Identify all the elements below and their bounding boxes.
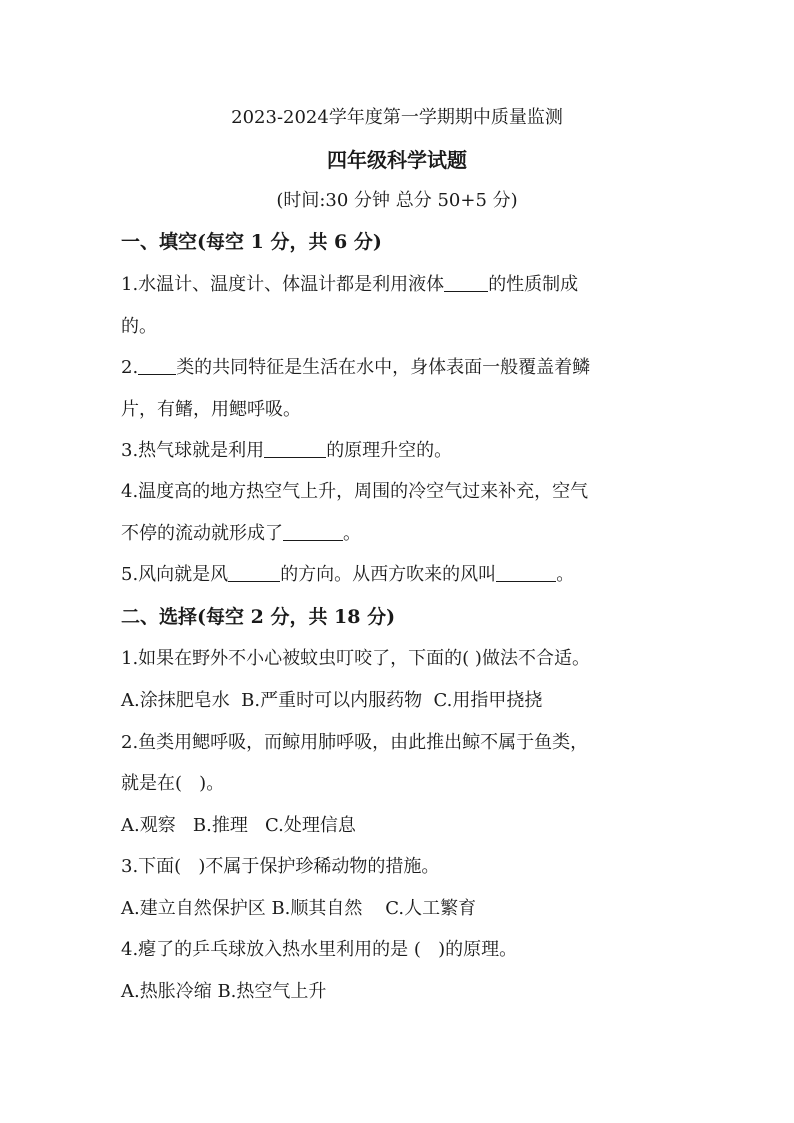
- exam-period-header: 2023-2024学年度第一学期期中质量监测: [231, 107, 563, 128]
- section-1-heading: 一、填空(每空 1 分，共 6 分): [121, 231, 382, 253]
- s2-q2-options: A.观察 B.推理 C.处理信息: [121, 815, 356, 836]
- section-2-heading: 二、选择(每空 2 分，共 18 分): [121, 606, 396, 628]
- s1-q1-line1: 1.水温计、温度计、体温计都是利用液体 的性质制成: [121, 274, 579, 295]
- time-score-note: (时间:30 分钟 总分 50+5 分): [276, 190, 518, 211]
- s1-q3: 3.热气球就是利用 的原理升空的。: [121, 440, 453, 461]
- answer-blank[interactable]: [228, 563, 280, 582]
- answer-blank[interactable]: [283, 522, 343, 541]
- s2-q1-options: A.涂抹肥皂水 B.严重时可以内服药物 C.用指甲挠挠: [121, 690, 543, 711]
- s1-q4-line1: 4.温度高的地方热空气上升，周围的冷空气过来补充，空气: [121, 481, 589, 502]
- answer-blank[interactable]: [496, 563, 556, 582]
- s2-q4-options: A.热胀冷缩 B.热空气上升: [121, 981, 327, 1002]
- s2-q4-stem: 4.瘪了的乒乓球放入热水里利用的是 ( )的原理。: [121, 939, 518, 960]
- s1-q2-line1: 2. 类的共同特征是生活在水中，身体表面一般覆盖着鳞: [121, 357, 591, 378]
- s1-q5: 5.风向就是风 的方向。从西方吹来的风叫 。: [121, 564, 575, 585]
- s1-q1-line2: 的。: [121, 316, 157, 337]
- s2-q1-stem: 1.如果在野外不小心被蚊虫叮咬了，下面的( )做法不合适。: [121, 648, 590, 669]
- answer-blank[interactable]: [444, 273, 488, 292]
- s2-q2-stem-line1: 2.鱼类用鳃呼吸，而鲸用肺呼吸，由此推出鲸不属于鱼类，: [121, 732, 589, 753]
- answer-blank[interactable]: [264, 439, 326, 458]
- answer-blank[interactable]: [138, 356, 176, 375]
- s1-q2-line2: 片，有鳍，用鳃呼吸。: [121, 399, 301, 420]
- s2-q2-stem-line2: 就是在( )。: [121, 773, 225, 794]
- s2-q3-stem: 3.下面( )不属于保护珍稀动物的措施。: [121, 856, 440, 877]
- s1-q4-line2: 不停的流动就形成了 。: [121, 523, 361, 544]
- exam-title: 四年级科学试题: [327, 148, 467, 172]
- s2-q3-options: A.建立自然保护区 B.顺其自然 C.人工繁育: [121, 898, 477, 919]
